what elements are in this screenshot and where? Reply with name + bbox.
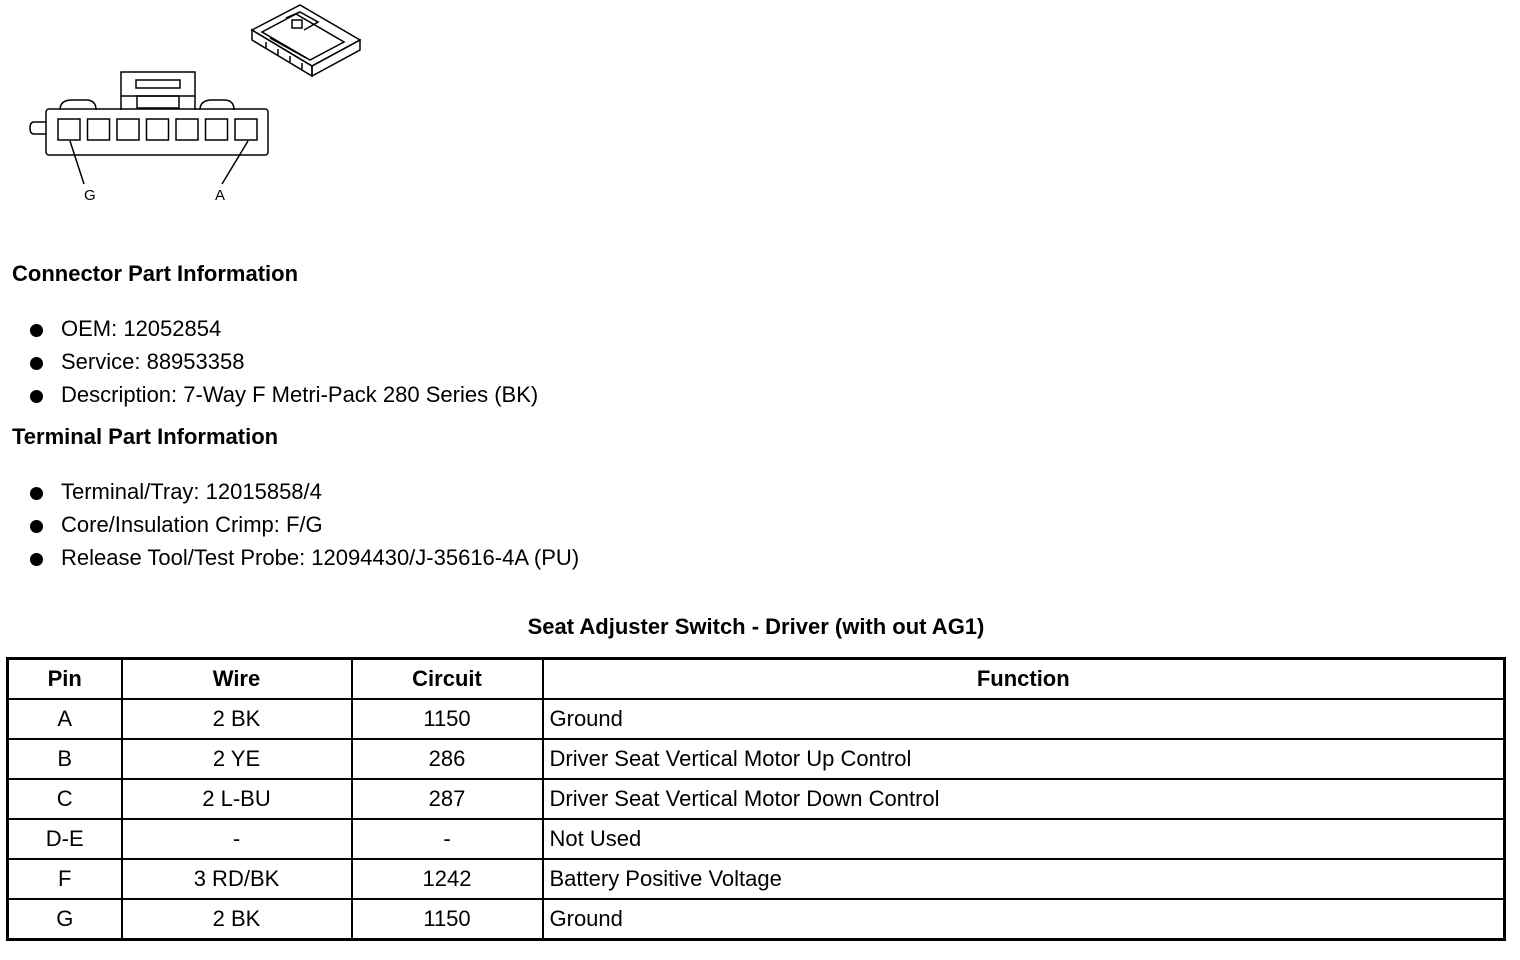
cell-wire: 2 BK [122,699,352,739]
leader-line-g [70,141,84,184]
terminal-cavity [58,119,80,140]
list-item: OEM: 12052854 [30,316,538,349]
bullet-icon [30,520,43,533]
pin-label-g: G [84,187,96,204]
header-function: Function [543,659,1505,700]
cell-wire: 3 RD/BK [122,859,352,899]
cell-circuit: 1150 [352,899,543,940]
pin-label-a: A [215,187,226,204]
table-row [8,859,1505,899]
cell-pin: C [8,779,122,819]
cell-pin: A [8,699,122,739]
terminal-cavity [117,119,139,140]
cavity-group [58,119,257,140]
cell-circuit: 1242 [352,859,543,899]
table-row [8,899,1505,940]
cell-pin: G [8,899,122,940]
pinout-table-title: Seat Adjuster Switch - Driver (with out AG1) [527,614,985,639]
cell-wire: 2 L-BU [122,779,352,819]
table-row [8,819,1505,859]
pinout-table [6,657,1506,941]
cell-function: Ground [543,699,1505,739]
cell-pin: D-E [8,819,122,859]
table-row [8,779,1505,819]
cell-function: Ground [543,899,1505,940]
cell-wire: - [122,819,352,859]
connector-front-view [30,72,268,155]
list-item: Description: 7-Way F Metri-Pack 280 Series (BK) [30,382,538,415]
bullet-icon [30,324,43,337]
connector-diagram [0,0,400,215]
bullet-icon [30,553,43,566]
header-pin: Pin [8,659,122,700]
list-item: Core/Insulation Crimp: F/G [30,512,579,545]
cell-function: Driver Seat Vertical Motor Up Control [543,739,1505,779]
cell-pin: F [8,859,122,899]
cell-function: Battery Positive Voltage [543,859,1505,899]
cell-circuit: 287 [352,779,543,819]
cell-wire: 2 YE [122,739,352,779]
table-row [8,739,1505,779]
cell-wire: 2 BK [122,899,352,940]
cell-function: Not Used [543,819,1505,859]
cell-circuit: - [352,819,543,859]
header-wire: Wire [122,659,352,700]
cell-circuit: 1150 [352,699,543,739]
bullet-icon [30,357,43,370]
connector-part-info-title: Connector Part Information [12,261,299,286]
list-item: Release Tool/Test Probe: 12094430/J-35616-4A (PU) [30,545,579,578]
terminal-cavity [235,119,257,140]
table-header-row [8,659,1505,700]
list-item: Terminal/Tray: 12015858/4 [30,479,579,512]
list-item: Service: 88953358 [30,349,538,382]
terminal-cavity [147,119,169,140]
bullet-icon [30,390,43,403]
connector-part-info-list [30,316,538,415]
cell-function: Driver Seat Vertical Motor Down Control [543,779,1505,819]
header-circuit: Circuit [352,659,543,700]
connector-isometric-icon [252,5,360,76]
bullet-icon [30,487,43,500]
cell-pin: B [8,739,122,779]
terminal-cavity [176,119,198,140]
leader-line-a [222,141,248,184]
cell-circuit: 286 [352,739,543,779]
terminal-part-info-title: Terminal Part Information [12,424,279,449]
terminal-cavity [206,119,228,140]
terminal-part-info-list [30,479,579,578]
table-row [8,699,1505,739]
terminal-cavity [88,119,110,140]
